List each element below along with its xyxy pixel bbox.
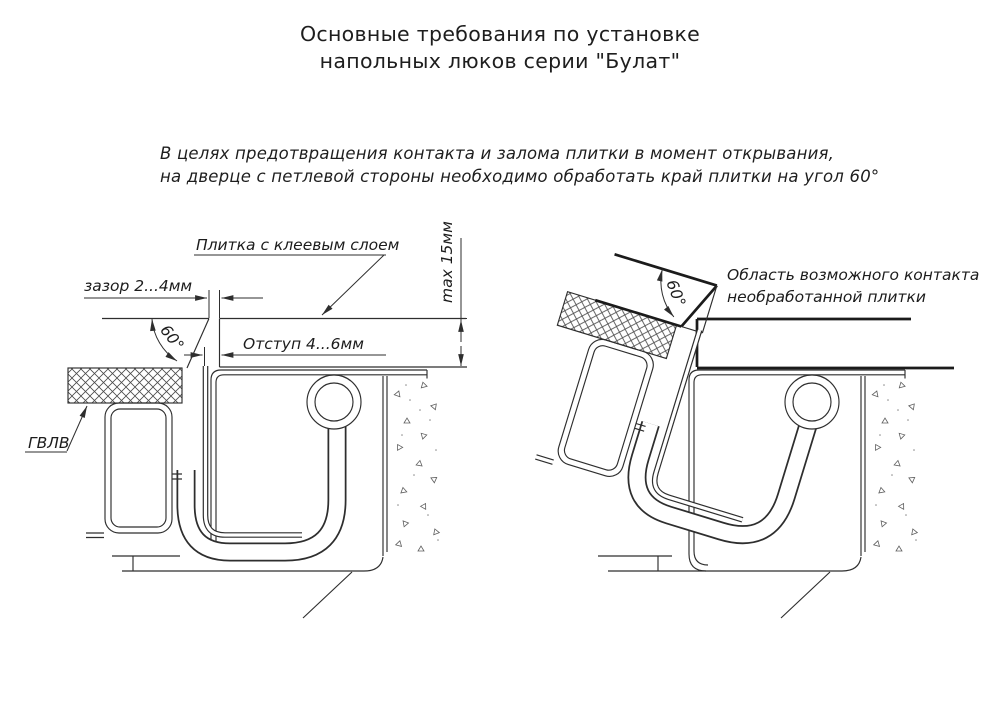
door-sheet-outline [206,366,303,535]
floor-lines [598,556,861,571]
left-diagram-closed-hatch [25,221,467,618]
concrete-wall-lines [383,376,387,556]
door-sheet-fill [206,366,303,535]
thickness-extension-lines [445,319,467,368]
concrete-wall-lines [861,376,865,556]
contact-area-label-line2: необработанной плитки [727,288,926,306]
title-line-2: напольных люков серии "Булат" [319,49,681,74]
note-line-2: на дверце с петлевой стороны необходимо обработать край плитки на угол 60° [160,167,880,187]
note-line-1: В целях предотвращения контакта и залома плитки в момент открывания, [160,144,835,163]
frame-tile-thick-lines [697,319,954,368]
angle-label: 60° [662,277,690,310]
tile-leader-arrow [322,255,384,315]
right-diagram-open-hatch [514,244,980,618]
door-tile-lines [102,319,209,369]
title-line-1: Основные требования по установке [299,22,701,46]
left-annotations [25,221,467,452]
angle-label: 60° [156,321,188,355]
gvl-label: ГВЛВ [28,434,70,452]
door-sheet-fill [650,330,792,520]
concrete-fill [872,381,917,551]
door-tube-outer [105,403,172,533]
gap-label: зазор 2...4мм [84,277,193,295]
gvl-leader-arrow [67,406,87,451]
gvl-board-panel [68,368,182,403]
tile-label: Плитка с клеевым слоем [196,236,400,254]
floor-break-line [303,572,352,618]
concrete-fill [394,381,439,551]
offset-label: Отступ 4...6мм [243,335,364,353]
door-tube-inner [111,409,166,527]
door-bottom-stub [86,533,104,538]
floor-break-line [781,572,830,618]
contact-area-label-line1: Область возможного контакта [727,266,980,284]
thickness-label: max 15мм [438,221,456,303]
gap-extension-lines [209,290,220,318]
gvl-board-panel [557,292,676,359]
door-bottom-stub [535,455,554,465]
